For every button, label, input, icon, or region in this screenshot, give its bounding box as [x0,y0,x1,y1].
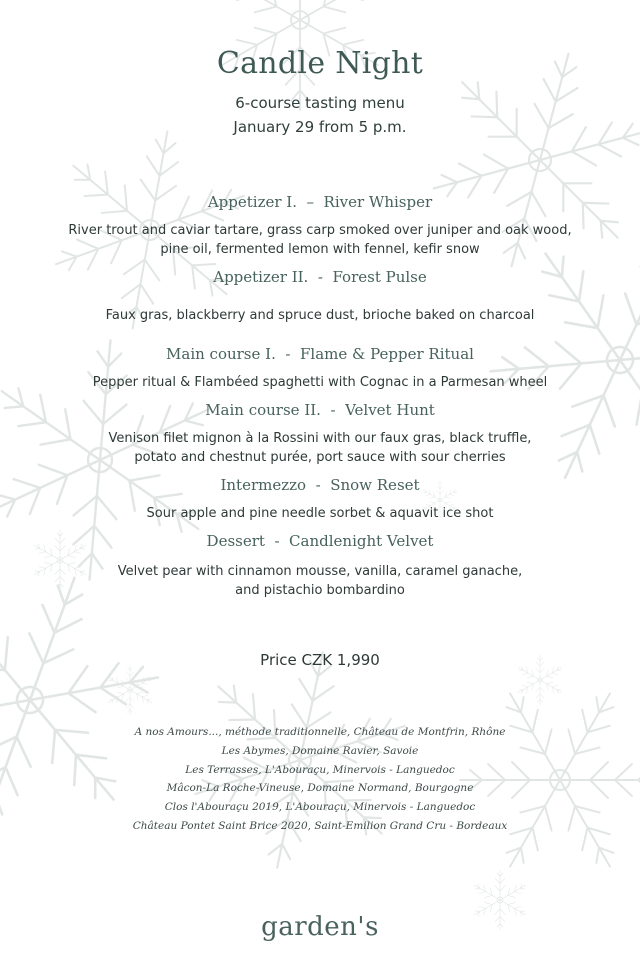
course-heading: Intermezzo - Snow Reset [220,476,420,494]
subtitle-line: January 29 from 5 p.m. [233,118,407,136]
price: Price CZK 1,990 [260,651,380,669]
wine-item: Les Abymes, Domaine Ravier, Savoie [221,744,419,757]
course-heading: Appetizer II. - Forest Pulse [213,268,427,286]
course-description: Pepper ritual & Flambéed spaghetti with Cognac in a Parmesan wheel [92,375,548,390]
course-description: and pistachio bombardino [235,583,405,598]
course-heading: Dessert - Candlenight Velvet [206,532,434,550]
wine-item: Clos l'Abouraçu 2019, L'Abouraçu, Minervois - Languedoc [164,801,476,814]
course-heading: Main course I. - Flame & Pepper Ritual [166,345,474,363]
wine-item: Château Pontet Saint Brice 2020, Saint-Emilion Grand Cru - Bordeaux [132,819,508,832]
course-description: potato and chestnut purée, port sauce with sour cherries [134,450,506,465]
course-heading: Appetizer I. – River Whisper [207,193,433,211]
wine-item: Les Terrasses, L'Abouraçu, Minervois - Languedoc [185,763,455,776]
course-description: pine oil, fermented lemon with fennel, kefir snow [160,242,480,257]
course-description: Velvet pear with cinnamon mousse, vanilla, caramel ganache, [117,564,523,579]
course-description: Venison filet mignon à la Rossini with our faux gras, black truffle, [108,431,532,446]
course-description: Sour apple and pine needle sorbet & aquavit ice shot [146,506,494,521]
wine-list [0,723,640,836]
brand-logo: garden's [261,912,379,942]
course-heading: Main course II. - Velvet Hunt [205,401,435,419]
page-title: Candle Night [216,46,424,81]
course-description: Faux gras, blackberry and spruce dust, brioche baked on charcoal [105,308,535,323]
course-description: River trout and caviar tartare, grass carp smoked over juniper and oak wood, [68,223,572,238]
subtitle-line: 6-course tasting menu [235,94,405,112]
wine-item: A nos Amours..., méthode traditionnelle, Château de Montfrin, Rhône [134,726,506,738]
wine-item: Mâcon-La Roche-Vineuse, Domaine Normand, Bourgogne [166,782,474,795]
